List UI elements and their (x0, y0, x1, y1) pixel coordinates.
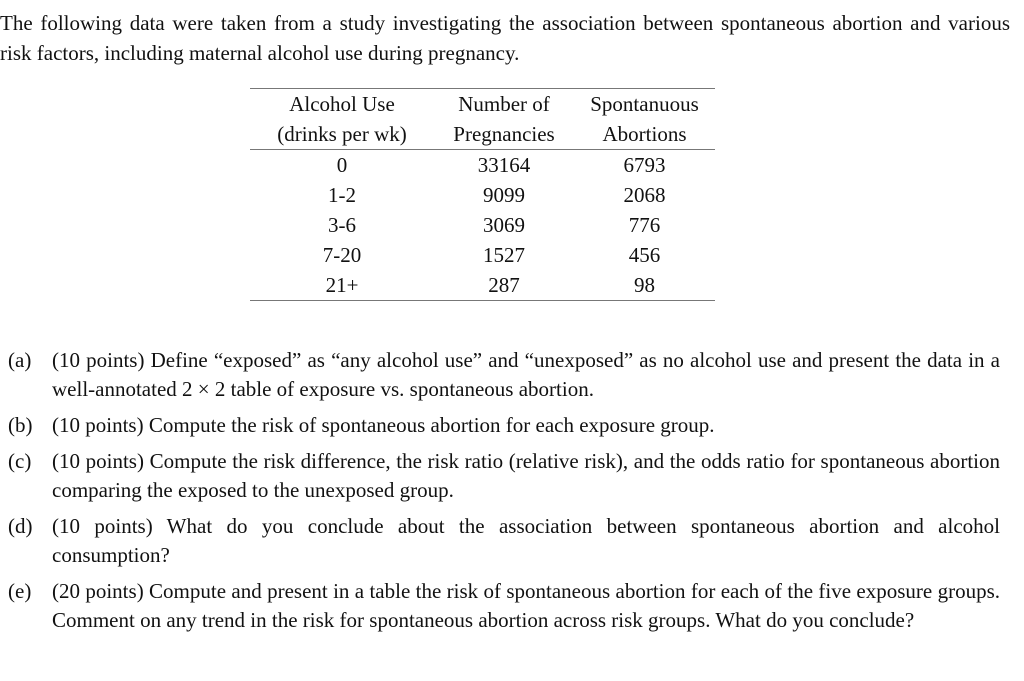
cell-abortions: 456 (628, 243, 661, 267)
header-alcohol-use: Alcohol Use (250, 89, 434, 120)
cell-alcohol-use: 3-6 (328, 213, 356, 237)
table-row (250, 240, 715, 270)
question-text: (10 points) Compute the risk difference, the risk ratio (relative risk), and the odds ratio for spontaneous abortion comparing the exposed to the unexposed group. (52, 449, 1000, 502)
cell-pregnancies: 287 (434, 270, 574, 301)
header-spontanuous: Spontanuous (574, 89, 715, 120)
cell-pregnancies: 33164 (477, 153, 531, 177)
table-body (250, 150, 715, 301)
table-row (250, 150, 715, 181)
header-abortions: Abortions (574, 119, 715, 150)
header-drinks-per-wk: (drinks per wk) (250, 119, 434, 150)
question-marker: (d) (8, 514, 33, 538)
question-text: (10 points) Compute the risk of spontaneous abortion for each exposure group. (52, 413, 715, 437)
question-marker: (a) (8, 348, 32, 372)
header-number-of: Number of (434, 89, 574, 120)
header-row-1 (250, 89, 715, 120)
question-list (0, 346, 1000, 642)
question-text: (20 points) Compute and present in a table the risk of spontaneous abortion for each of the five exposure groups. Comment on any trend in the risk for spontaneous abortion across risk groups. What do you conclude? (52, 579, 1000, 632)
cell-pregnancies: 1527 (483, 243, 525, 267)
question-text: (10 points) Define “exposed” as “any alcohol use” and “unexposed” as no alcohol use and present the data in a well-annotated 2 × 2 table of exposure vs. spontaneous abortion. (52, 348, 1000, 401)
alcohol-data-table (250, 88, 715, 301)
table-row (250, 180, 715, 210)
cell-abortions: 2068 (623, 183, 666, 207)
table-row (250, 270, 715, 301)
cell-pregnancies: 3069 (483, 213, 525, 237)
question-item-d (0, 512, 1000, 570)
question-marker: (b) (8, 413, 33, 437)
cell-abortions: 6793 (623, 153, 666, 177)
cell-abortions: 776 (628, 213, 661, 237)
intro-paragraph (0, 8, 1010, 68)
header-pregnancies: Pregnancies (434, 119, 574, 150)
intro-text: The following data were taken from a study investigating the association between spontaneous abortion and various risk factors, including maternal alcohol use during pregnancy. (0, 11, 1010, 65)
question-item-e (0, 577, 1000, 635)
cell-alcohol-use: 7-20 (322, 243, 362, 267)
question-marker: (e) (8, 579, 32, 603)
question-item-a (0, 346, 1000, 404)
cell-alcohol-use: 1-2 (328, 183, 356, 207)
table-header (250, 89, 715, 150)
header-row-2 (250, 119, 715, 150)
question-item-c (0, 447, 1000, 505)
question-marker: (c) (8, 449, 32, 473)
question-text: (10 points) What do you conclude about the association between spontaneous abortion and alcohol consumption? (52, 514, 1000, 567)
table-row (250, 210, 715, 240)
cell-alcohol-use: 0 (336, 153, 348, 177)
cell-alcohol-use: 21+ (250, 270, 434, 301)
question-item-b (0, 411, 1000, 440)
cell-pregnancies: 9099 (483, 183, 525, 207)
cell-abortions: 98 (574, 270, 715, 301)
